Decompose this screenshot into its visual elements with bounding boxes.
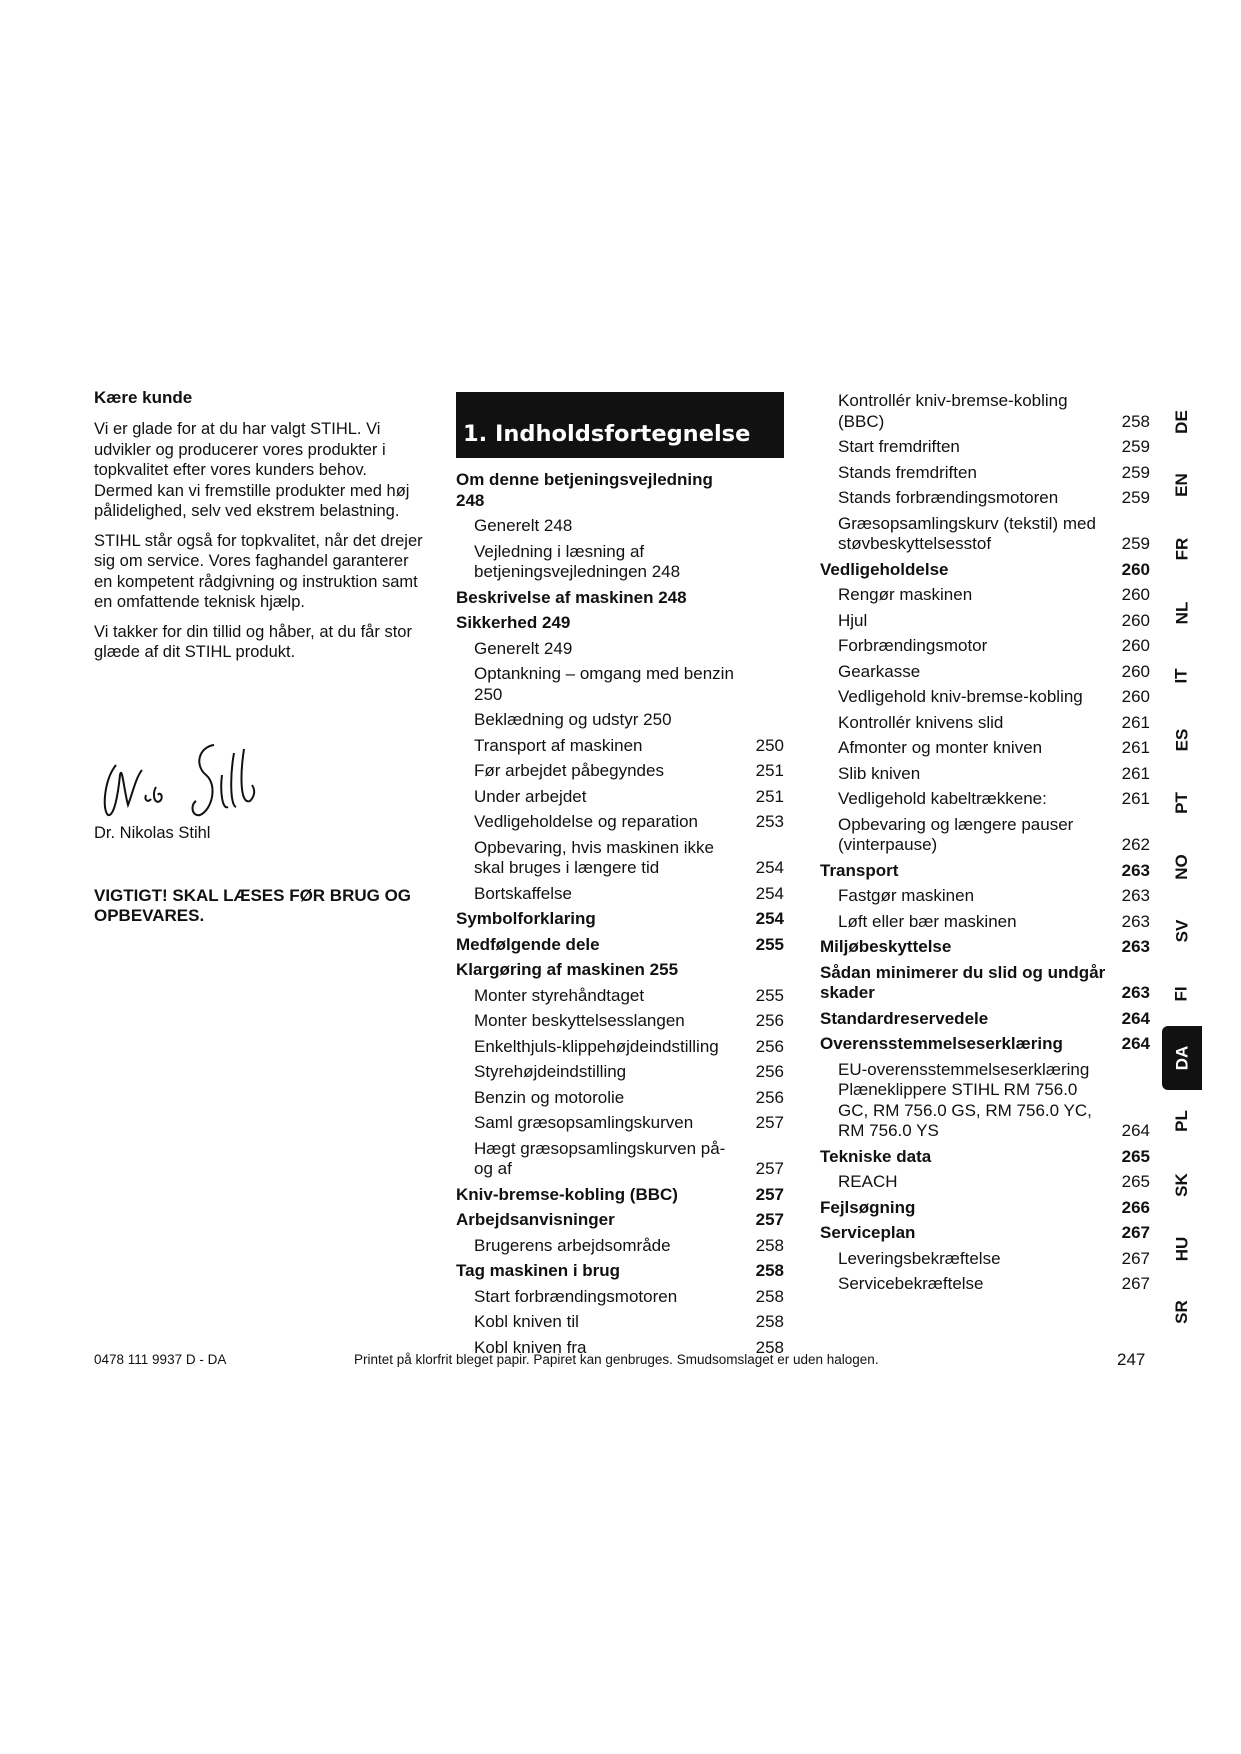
toc-entry-title: Arbejdsanvisninger [456, 1210, 615, 1229]
page-number: 247 [1117, 1350, 1146, 1369]
toc-entry-title: Transport [820, 860, 899, 880]
toc-entry[interactable] [456, 1037, 784, 1058]
toc-entry-title: Vedligeholdelse [820, 559, 949, 579]
toc-entry[interactable] [820, 636, 1150, 657]
toc-entry-title: Fastgør maskinen [838, 886, 975, 905]
language-tab-hu[interactable] [1162, 1217, 1202, 1281]
language-tab-sk[interactable] [1162, 1153, 1202, 1217]
toc-entry-page: 263 [1121, 860, 1150, 880]
toc-entry-title: Tekniske data [820, 1146, 932, 1166]
toc-entry[interactable] [820, 937, 1150, 958]
toc-entry-title: Tag maskinen i brug [456, 1261, 621, 1280]
toc-entry-title: Miljøbeskyttelse [820, 937, 952, 956]
toc-entry-page: 263 [1121, 886, 1150, 905]
language-tab-label: SR [1172, 1300, 1191, 1324]
toc-entry-title: Gearkasse [838, 661, 921, 681]
toc-entry-page: 254 [755, 858, 784, 877]
toc-entry[interactable] [456, 1261, 784, 1282]
toc-entry-title: Vedligehold kniv-bremse-kobling [838, 687, 1083, 706]
toc-entry[interactable] [456, 1139, 784, 1180]
toc-entry[interactable] [456, 613, 784, 634]
toc-entry[interactable] [820, 764, 1150, 785]
toc-entry[interactable] [820, 1198, 1150, 1219]
language-tab-no[interactable] [1162, 835, 1202, 899]
language-tab-de[interactable] [1162, 390, 1202, 454]
toc-entry-title: Slib kniven [838, 763, 921, 783]
language-tab-label: DA [1172, 1045, 1191, 1071]
toc-entry[interactable] [456, 1312, 784, 1333]
toc-column-1 [456, 470, 784, 1363]
toc-entry-page: 259 [1121, 437, 1150, 456]
toc-entry-page: 257 [755, 1184, 784, 1204]
toc-entry-title: Kniv-bremse-kobling (BBC) [456, 1184, 678, 1204]
toc-entry-page: 256 [755, 1062, 784, 1081]
toc-entry-page: 260 [1121, 636, 1150, 655]
toc-entry-title: Monter beskyttelsesslangen [474, 1011, 685, 1030]
toc-entry-page: 258 [755, 1337, 784, 1357]
toc-entry-title: Start fremdriften [838, 437, 960, 456]
toc-entry[interactable] [820, 1060, 1150, 1142]
toc-entry[interactable] [820, 585, 1150, 606]
toc-entry[interactable] [820, 611, 1150, 632]
toc-entry-page: 261 [1121, 763, 1150, 783]
toc-entry[interactable] [456, 1062, 784, 1083]
letter [94, 388, 424, 672]
toc-entry-page: 267 [1121, 1248, 1150, 1268]
toc-entry-title: Hægt græsopsamlingskurven på- og af [474, 1138, 726, 1178]
footer-note: Printet på klorfrit bleget papir. Papiret kan genbruges. Smudsomslaget er uden halogen. [354, 1352, 879, 1367]
toc-entry-page: 259 [1121, 534, 1150, 553]
toc-entry-page: 254 [755, 909, 784, 928]
toc-entry-page: 258 [1121, 411, 1150, 431]
toc-entry[interactable] [456, 1287, 784, 1308]
toc-entry-title: Løft eller bær maskinen [838, 911, 1017, 931]
toc-entry-title: Opbevaring og længere pauser (vinterpause) [838, 814, 1074, 854]
toc-entry-title: Generelt 248 [474, 516, 573, 535]
language-tab-sr[interactable] [1162, 1280, 1202, 1344]
toc-entry-title: Om denne betjeningsvejledning 248 [456, 470, 713, 510]
toc-entry[interactable] [820, 514, 1150, 555]
toc-entry[interactable] [820, 912, 1150, 933]
language-tab-pl[interactable] [1162, 1090, 1202, 1154]
toc-entry[interactable] [456, 1236, 784, 1257]
toc-entry-page: 256 [755, 1036, 784, 1056]
language-tab-da[interactable] [1162, 1026, 1202, 1090]
language-tab-fi[interactable] [1162, 962, 1202, 1026]
toc-entry-page: 258 [755, 1235, 784, 1255]
toc-entry-title: Beskrivelse af maskinen 248 [456, 587, 687, 607]
toc-entry[interactable] [456, 1185, 784, 1206]
toc-entry[interactable] [820, 1147, 1150, 1168]
toc-entry-page: 260 [1121, 559, 1150, 579]
toc-entry[interactable] [820, 437, 1150, 458]
toc-entry[interactable] [820, 662, 1150, 683]
toc-entry[interactable] [456, 664, 784, 705]
toc-entry-title: Brugerens arbejdsområde [474, 1235, 671, 1255]
toc-entry-title: Generelt 249 [474, 638, 573, 658]
toc-entry[interactable] [820, 560, 1150, 581]
toc-entry[interactable] [820, 886, 1150, 907]
toc-entry-page: 251 [755, 786, 784, 806]
letter-paragraph: Vi er glade for at du har valgt STIHL. Vi udvikler og producerer vores produkter i topkvalitet efter vores kunders behov. Dermed kan vi fremstille produkter med høj pålidelighed, selv ved ekstrem belastning. [94, 420, 410, 520]
language-tab-label: EN [1172, 473, 1191, 498]
toc-entry-title: Benzin og motorolie [474, 1087, 625, 1107]
toc-entry-page: 259 [1121, 488, 1150, 507]
toc-entry-title: Rengør maskinen [838, 585, 973, 604]
toc-entry-page: 260 [1121, 610, 1150, 630]
toc-entry-title: Under arbejdet [474, 786, 587, 806]
toc-entry-title: Monter styrehåndtaget [474, 985, 645, 1005]
toc-entry-page: 264 [1121, 1121, 1150, 1140]
language-tab-label: FR [1171, 537, 1191, 561]
language-tab-nl[interactable] [1162, 581, 1202, 645]
toc-entry-title: Klargøring af maskinen 255 [456, 960, 679, 979]
toc-entry[interactable] [456, 639, 784, 660]
toc-entry-title: Bortskaffelse [474, 883, 572, 903]
toc-entry-page: 261 [1121, 789, 1150, 808]
language-tab-sv[interactable] [1162, 899, 1202, 963]
toc-title: 1. Indholdsfortegnelse [456, 392, 784, 458]
toc-entry[interactable] [456, 787, 784, 808]
toc-entry-page: 256 [755, 1011, 784, 1030]
toc-entry[interactable] [820, 861, 1150, 882]
language-tab-en[interactable] [1162, 454, 1202, 518]
warning-text: VIGTIGT! SKAL LÆSES FØR BRUG OG OPBEVARES. [94, 886, 412, 925]
toc-entry-title: Beklædning og udstyr 250 [474, 710, 672, 729]
toc-entry-title: Enkelthjuls-klippehøjdeindstilling [474, 1036, 719, 1056]
language-tab-label: SK [1172, 1173, 1191, 1197]
toc-entry[interactable] [820, 391, 1150, 432]
toc-entry[interactable] [456, 710, 784, 731]
toc-entry[interactable] [456, 1210, 784, 1231]
toc-entry-page: 255 [755, 934, 784, 954]
language-tab-label: SV [1172, 919, 1191, 942]
toc-entry[interactable] [820, 687, 1150, 708]
toc-entry-page: 257 [755, 1159, 784, 1178]
language-tab-label: NL [1171, 601, 1191, 624]
toc-entry[interactable] [456, 884, 784, 905]
toc-entry-page: 263 [1121, 983, 1150, 1002]
toc-entry-page: 266 [1121, 1197, 1150, 1217]
toc-entry-page: 267 [1121, 1274, 1150, 1293]
toc-entry[interactable] [456, 1088, 784, 1109]
language-tab-label: NO [1172, 854, 1191, 880]
toc-entry-title: Symbolforklaring [456, 909, 596, 928]
footer-code: 0478 111 9937 D - DA [94, 1352, 227, 1367]
toc-entry-title: Fejlsøgning [820, 1197, 916, 1217]
toc-entry-title: Forbrændingsmotor [838, 636, 988, 655]
toc-entry-page: 256 [755, 1087, 784, 1107]
toc-entry-title: Leveringsbekræftelse [838, 1248, 1001, 1268]
toc-entry-title: Servicebekræftelse [838, 1274, 984, 1293]
toc-entry-title: Medfølgende dele [456, 934, 600, 954]
toc-entry-page: 265 [1121, 1146, 1150, 1166]
toc-entry[interactable] [456, 960, 784, 981]
toc-entry[interactable] [456, 588, 784, 609]
toc-entry[interactable] [456, 935, 784, 956]
toc-entry-title: Start forbrændingsmotoren [474, 1286, 678, 1306]
toc-entry-page: 257 [755, 1113, 784, 1132]
toc-entry-title: Overensstemmelseserklæring [820, 1034, 1063, 1053]
toc-entry-page: 257 [755, 1210, 784, 1229]
toc-entry-page: 260 [1121, 661, 1150, 681]
toc-entry-page: 264 [1121, 1034, 1150, 1053]
toc-entry[interactable] [820, 738, 1150, 759]
toc-entry-title: Sådan minimerer du slid og undgår skader [820, 962, 1106, 1002]
signer-name: Dr. Nikolas Stihl [94, 824, 211, 842]
toc-entry-title: EU-overensstemmelseserklæring Plæneklippere STIHL RM 756.0 GC, RM 756.0 GS, RM 756.0 YC, RM 756.0 YS [838, 1059, 1092, 1140]
toc-entry-title: Kontrollér kniv-bremse-kobling (BBC) [838, 391, 1068, 431]
letter-paragraph: Vi takker for din tillid og håber, at du får stor glæde af dit STIHL produkt. [94, 622, 412, 661]
toc-entry-page: 262 [1121, 835, 1150, 854]
toc-entry-title: Opbevaring, hvis maskinen ikke skal bruges i længere tid [474, 837, 715, 877]
toc-entry[interactable] [456, 1113, 784, 1134]
toc-entry-title: REACH [838, 1172, 898, 1191]
toc-entry-page: 263 [1121, 911, 1150, 931]
toc-entry[interactable] [456, 909, 784, 930]
toc-entry-title: Vedligehold kabeltrækkene: [838, 789, 1047, 808]
language-tab-label: PL [1171, 1110, 1191, 1133]
toc-entry-title: Stands forbrændingsmotoren [838, 488, 1059, 507]
toc-entry[interactable] [820, 963, 1150, 1004]
toc-entry[interactable] [820, 1009, 1150, 1030]
toc-entry[interactable] [820, 1223, 1150, 1244]
language-tab-label: IT [1171, 668, 1191, 684]
toc-entry[interactable] [456, 812, 784, 833]
toc-entry[interactable] [820, 463, 1150, 484]
toc-entry[interactable] [456, 736, 784, 757]
toc-entry-page: 263 [1121, 937, 1150, 956]
toc-entry[interactable] [820, 1249, 1150, 1270]
toc-entry-title: Kobl kniven fra [474, 1337, 587, 1357]
toc-entry-title: Græsopsamlingskurv (tekstil) med støvbeskyttelsesstof [838, 513, 1096, 553]
toc-entry-page: 258 [755, 1312, 784, 1331]
toc-entry-page: 260 [1121, 585, 1150, 604]
toc-entry[interactable] [820, 1034, 1150, 1055]
toc-entry[interactable] [820, 1274, 1150, 1295]
toc-entry-title: Kontrollér knivens slid [838, 712, 1004, 732]
toc-entry-title: Sikkerhed 249 [456, 613, 571, 632]
toc-entry-title: Hjul [838, 610, 868, 630]
toc-entry-title: Vejledning i læsning af betjeningsvejledningen 248 [474, 541, 681, 581]
toc-entry-page: 258 [755, 1261, 784, 1280]
toc-entry-page: 259 [1121, 462, 1150, 482]
toc-entry-title: Standardreservedele [820, 1008, 989, 1028]
language-tab-label: ES [1172, 728, 1191, 752]
language-tab-pt[interactable] [1162, 772, 1202, 836]
toc-entry-title: Saml græsopsamlingskurven [474, 1113, 694, 1132]
language-tab-label: HU [1172, 1236, 1191, 1261]
toc-entry-page: 250 [755, 735, 784, 755]
toc-entry-page: 253 [755, 812, 784, 831]
toc-entry[interactable] [456, 838, 784, 879]
toc-entry-title: Vedligeholdelse og reparation [474, 812, 699, 831]
toc-entry-page: 258 [755, 1286, 784, 1306]
language-tab-label: DE [1172, 409, 1191, 434]
greeting: Kære kunde [94, 388, 193, 407]
language-tab-es[interactable] [1162, 708, 1202, 772]
toc-entry[interactable] [456, 470, 784, 511]
toc-entry[interactable] [820, 1172, 1150, 1193]
toc-entry-title: Kobl kniven til [474, 1312, 579, 1331]
toc-entry[interactable] [456, 1011, 784, 1032]
toc-entry-title: Optankning – omgang med benzin 250 [474, 664, 734, 704]
toc-entry[interactable] [820, 713, 1150, 734]
toc-entry-page: 254 [755, 883, 784, 903]
letter-paragraph: STIHL står også for topkvalitet, når det drejer sig om service. Vores faghandel garanterer en kompetent rådgivning og instruktion samt en omfattende teknisk hjælp. [94, 531, 423, 611]
toc-entry[interactable] [456, 542, 784, 583]
toc-column-2 [820, 391, 1150, 1300]
toc-entry-title: Styrehøjdeindstilling [474, 1062, 627, 1081]
toc-entry-title: Transport af maskinen [474, 735, 643, 755]
toc-entry-page: 261 [1121, 712, 1150, 732]
toc-entry-page: 264 [1121, 1008, 1150, 1028]
language-tab-it[interactable] [1162, 644, 1202, 708]
toc-entry[interactable] [820, 815, 1150, 856]
toc-entry[interactable] [820, 789, 1150, 810]
toc-entry[interactable] [456, 761, 784, 782]
signature-image [94, 735, 264, 835]
toc-entry-page: 265 [1121, 1172, 1150, 1191]
toc-entry-page: 260 [1121, 687, 1150, 706]
toc-entry-title: Afmonter og monter kniven [838, 738, 1043, 757]
toc-entry-page: 251 [755, 761, 784, 780]
toc-entry-page: 255 [755, 985, 784, 1005]
language-tab-fr[interactable] [1162, 517, 1202, 581]
toc-entry-title: Serviceplan [820, 1223, 916, 1242]
toc-entry[interactable] [456, 516, 784, 537]
toc-entry[interactable] [456, 986, 784, 1007]
toc-entry[interactable] [820, 488, 1150, 509]
language-tab-label: FI [1171, 986, 1191, 1002]
toc-entry-page: 261 [1121, 738, 1150, 757]
language-tabs [1162, 390, 1202, 1344]
toc-entry-title: Før arbejdet påbegyndes [474, 761, 664, 780]
toc-entry-title: Stands fremdriften [838, 462, 977, 482]
language-tab-label: PT [1171, 792, 1191, 815]
toc-entry-page: 267 [1121, 1223, 1150, 1242]
